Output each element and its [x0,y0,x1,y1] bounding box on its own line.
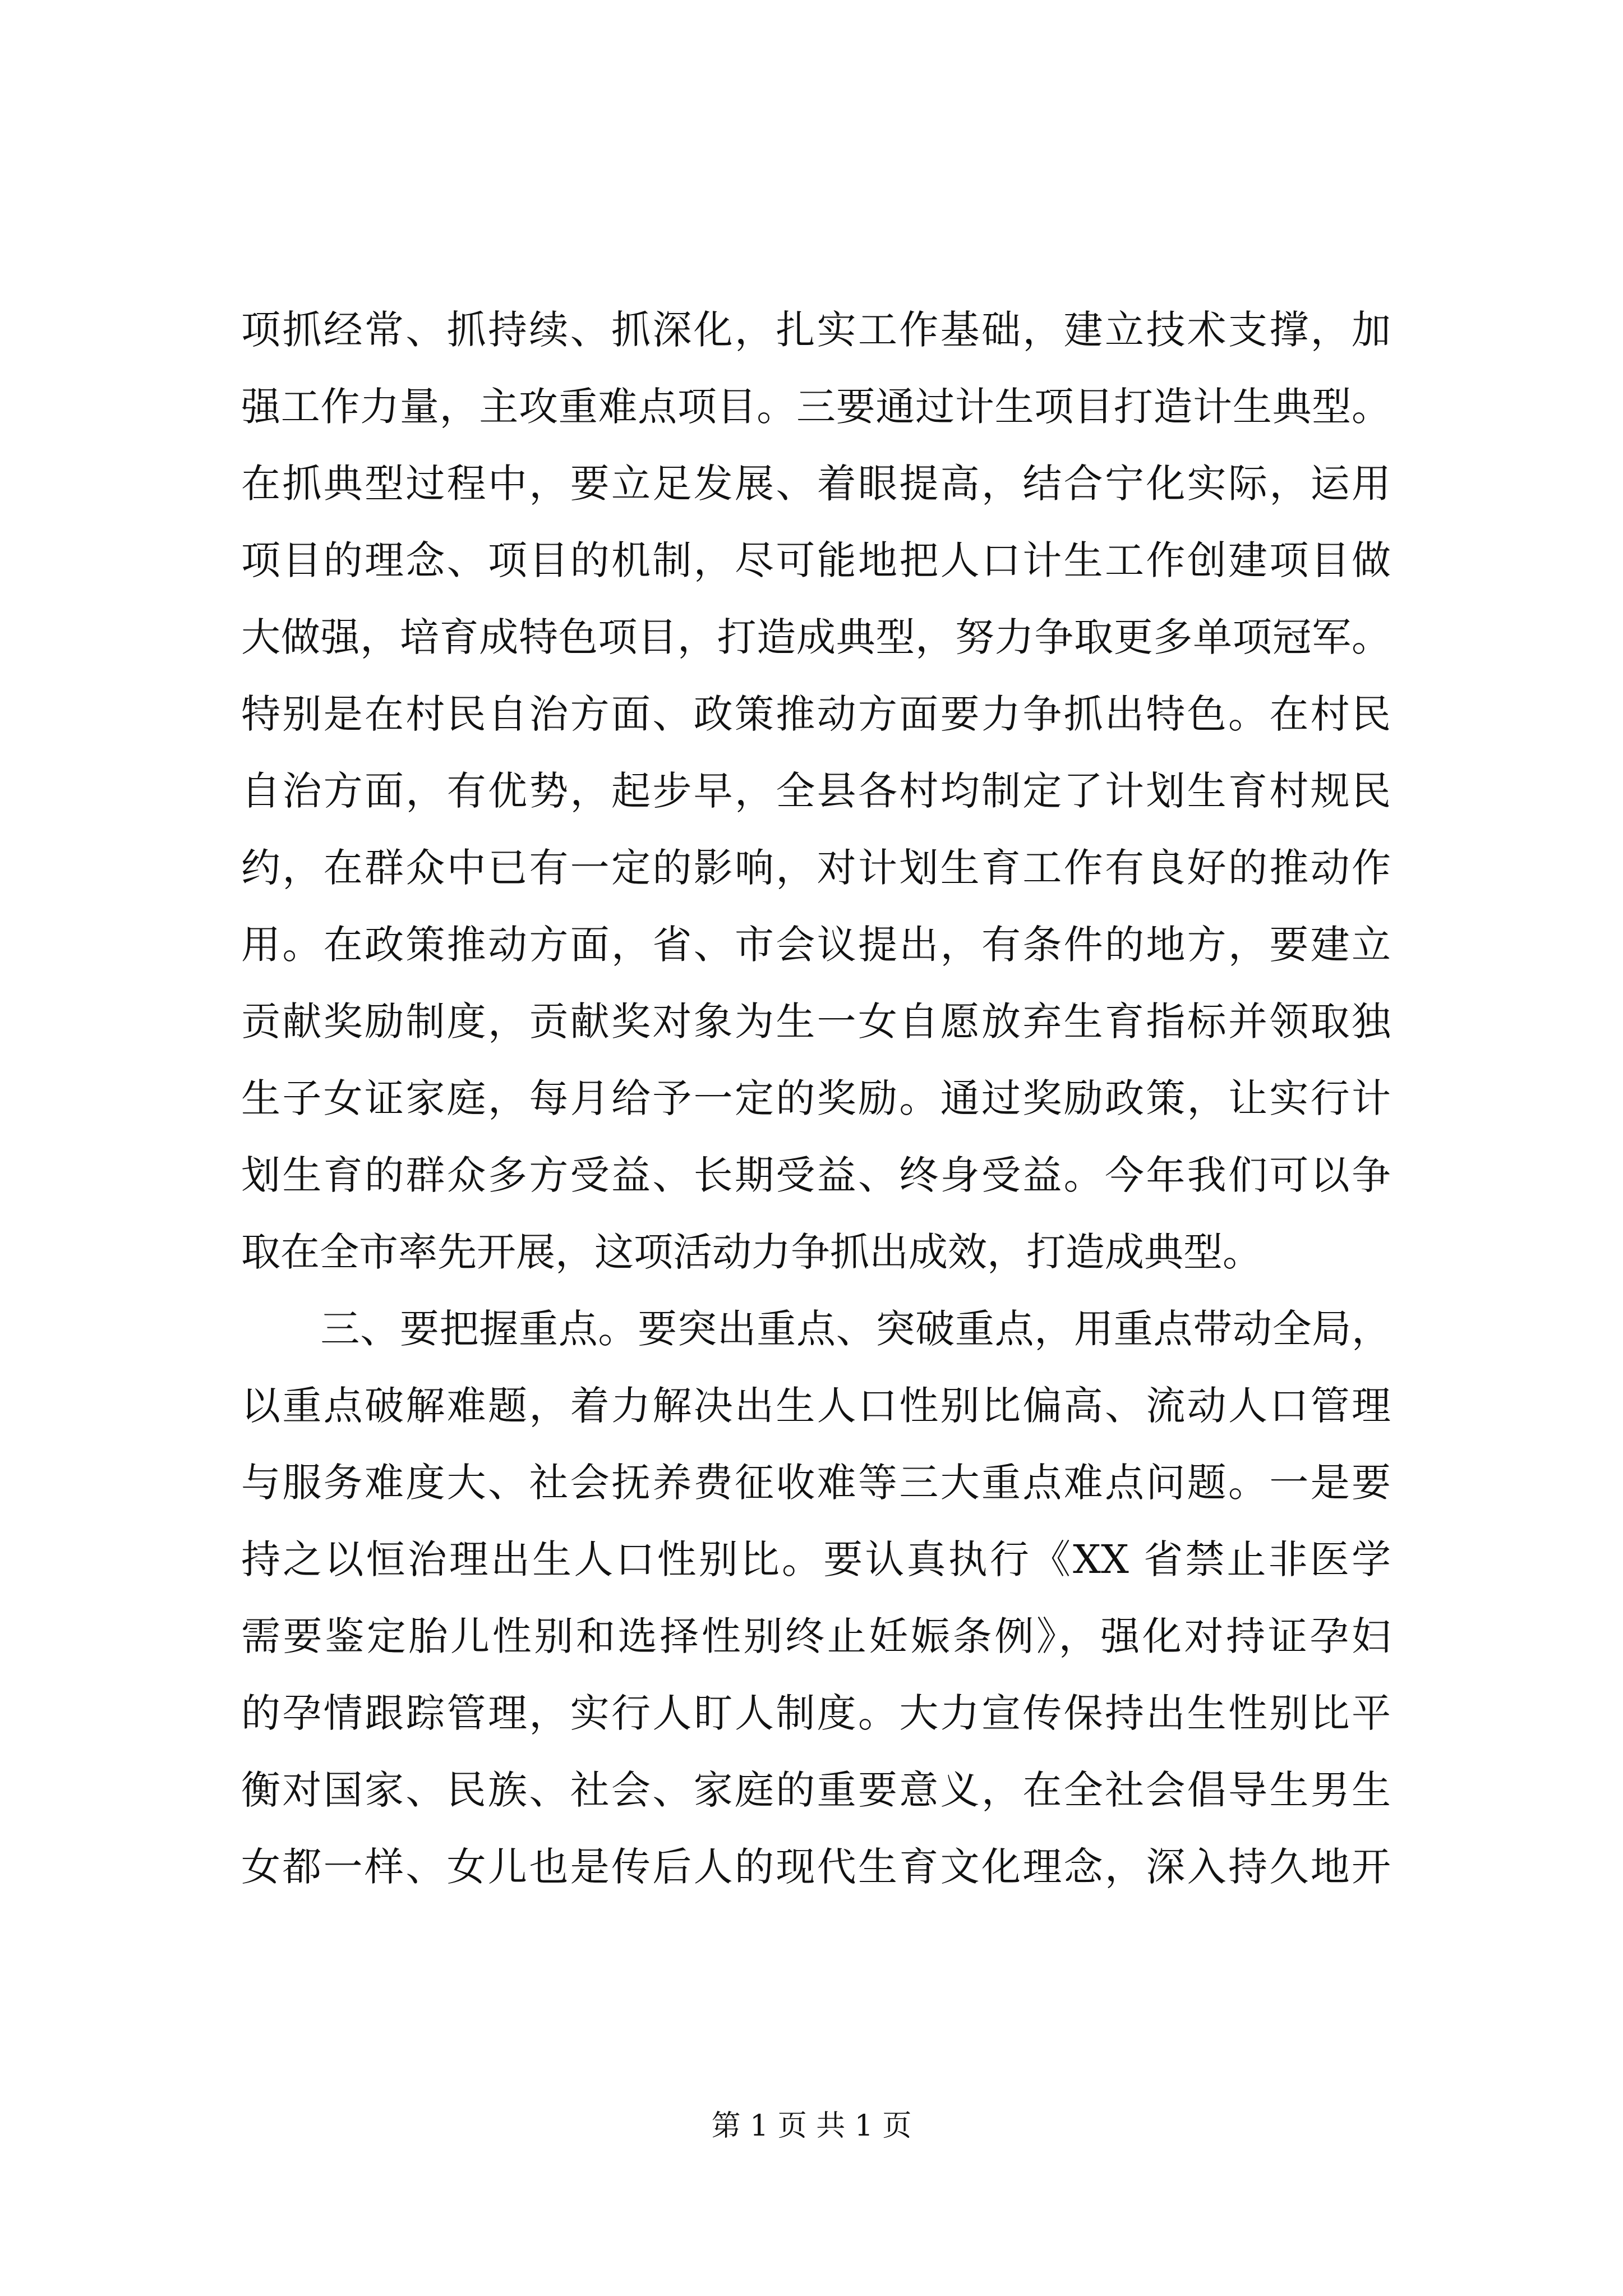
text-line: 约，在群众中已有一定的影响，对计划生育工作有良好的推动作 [241,845,1391,891]
text-line: 三、要把握重点。要突出重点、突破重点，用重点带动全局， [241,1306,1391,1352]
text-line: 特别是在村民自治方面、政策推动方面要力争抓出特色。在村民 [241,691,1391,737]
text-line: 强工作力量，主攻重难点项目。三要通过计生项目打造计生典型。 [241,384,1391,430]
text-line: 项目的理念、项目的机制，尽可能地把人口计生工作创建项目做 [241,537,1391,583]
page-number: 第 1 页 共 1 页 [711,2109,912,2143]
text-line: 需要鉴定胎儿性别和选择性别终止妊娠条例》，强化对持证孕妇 [241,1613,1391,1659]
text-line: 生子女证家庭，每月给予一定的奖励。通过奖励政策，让实行计 [241,1075,1391,1121]
text-line: 持之以恒治理出生人口性别比。要认真执行《XX 省禁止非医学 [241,1536,1391,1582]
text-line: 划生育的群众多方受益、长期受益、终身受益。今年我们可以争 [241,1152,1391,1198]
text-line: 自治方面，有优势，起步早，全县各村均制定了计划生育村规民 [241,768,1391,814]
text-line: 贡献奖励制度，贡献奖对象为生一女自愿放弃生育指标并领取独 [241,999,1391,1045]
text-line: 用。在政策推动方面，省、市会议提出，有条件的地方，要建立 [241,922,1391,968]
text-line: 大做强，培育成特色项目，打造成典型，努力争取更多单项冠军。 [241,614,1391,660]
text-line: 女都一样、女儿也是传后人的现代生育文化理念，深入持久地开 [241,1844,1391,1890]
text-line: 与服务难度大、社会抚养费征收难等三大重点难点问题。一是要 [241,1460,1391,1506]
text-line: 在抓典型过程中，要立足发展、着眼提高，结合宁化实际，运用 [241,461,1391,507]
text-line: 衡对国家、民族、社会、家庭的重要意义，在全社会倡导生男生 [241,1767,1391,1813]
text-line: 以重点破解难题，着力解决出生人口性别比偏高、流动人口管理 [241,1383,1391,1429]
page-footer [0,2106,1623,2146]
text-line: 的孕情跟踪管理，实行人盯人制度。大力宣传保持出生性别比平 [241,1690,1391,1736]
text-line: 项抓经常、抓持续、抓深化，扎实工作基础，建立技术支撑，加 [241,307,1391,353]
body-text [241,292,1391,1906]
text-line: 取在全市率先开展，这项活动力争抓出成效，打造成典型。 [241,1229,1262,1275]
